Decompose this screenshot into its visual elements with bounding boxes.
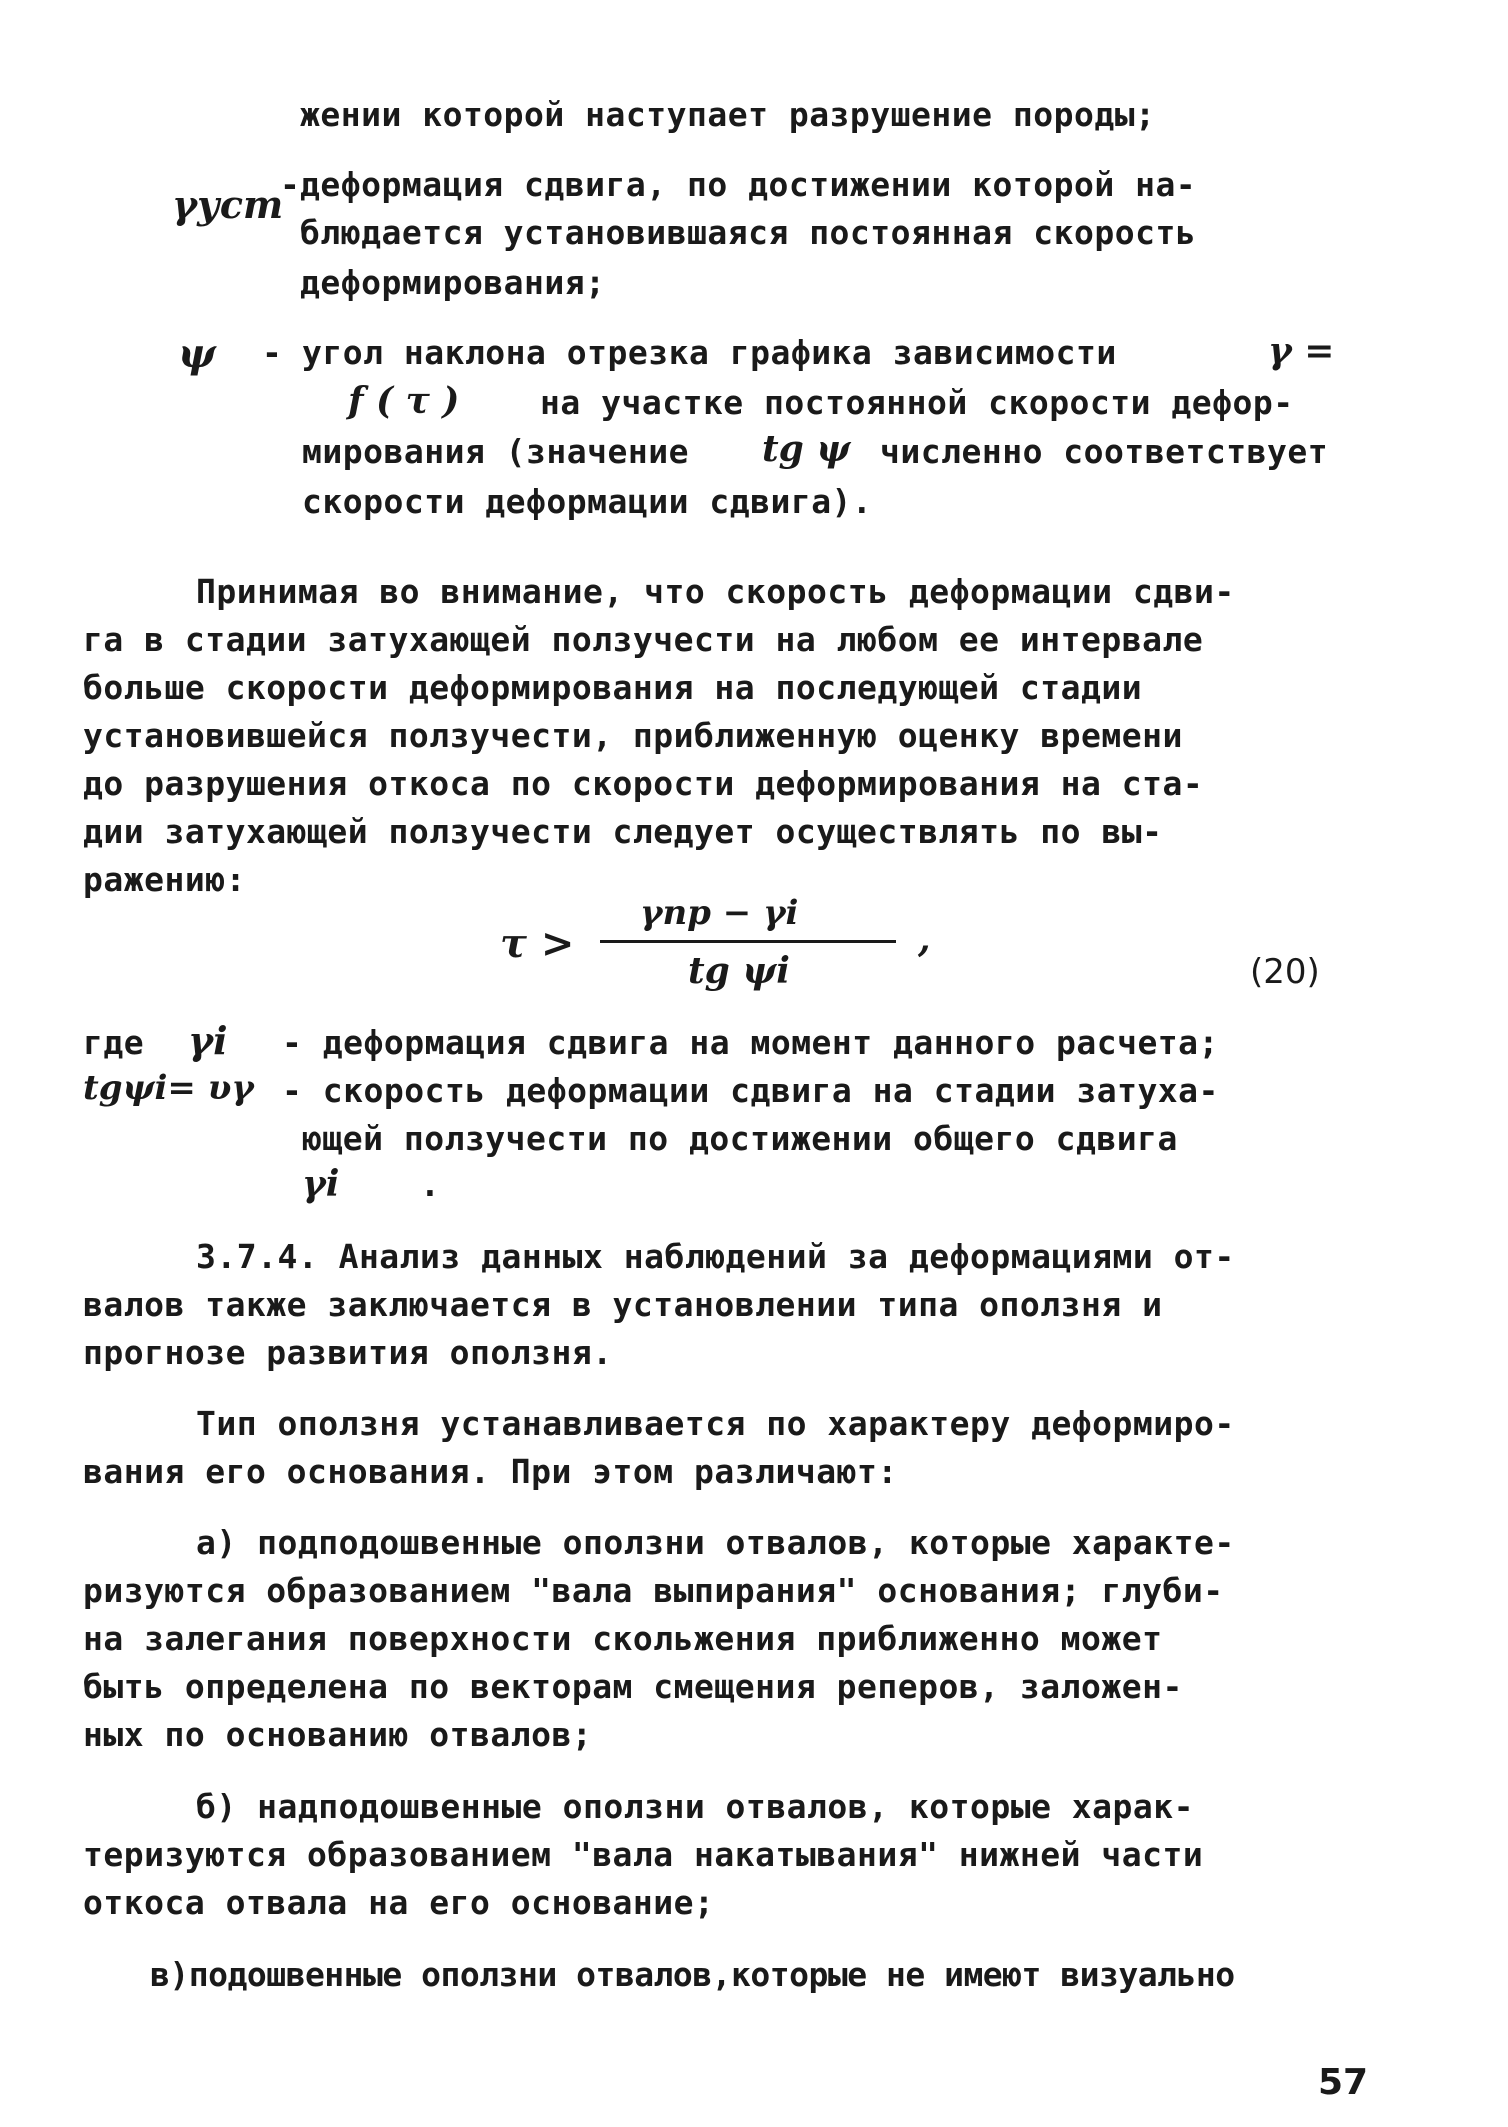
item-a-line-3: на залегания поверхности скольжения приближенно может bbox=[83, 1619, 1163, 1658]
where-gamma-i-text: - деформация сдвига на момент данного расчета; bbox=[282, 1023, 1219, 1062]
where-gamma-i-symbol: γi bbox=[188, 1018, 228, 1063]
where-tg-text-2: ющей ползучести по достижении общего сдвига bbox=[302, 1119, 1178, 1158]
type-paragraph-line-2: вания его основания. При этом различают: bbox=[83, 1452, 898, 1491]
paragraph-1-line-1: Принимая во внимание, что скорость деформации сдви- bbox=[196, 572, 1235, 611]
psi-line-2: на участке постоянной скорости дефор- bbox=[540, 383, 1294, 422]
item-a-line-2: ризуются образованием "вала выпирания" основания; глуби- bbox=[83, 1571, 1224, 1610]
section-374-line-1: 3.7.4. Анализ данных наблюдений за деформациями от- bbox=[196, 1237, 1235, 1276]
item-c-line-1: в)подошвенные оползни отвалов,которые не имеют визуально bbox=[150, 1955, 1235, 1994]
where-tg-text-3-end: . bbox=[420, 1165, 441, 1204]
paragraph-1-line-7: ражению: bbox=[83, 860, 246, 899]
psi-line-4: скорости деформации сдвига). bbox=[302, 482, 873, 521]
formula-trailing-comma: , bbox=[918, 918, 931, 960]
item-a-line-5: ных по основанию отвалов; bbox=[83, 1715, 593, 1754]
item-a-line-4: быть определена по векторам смещения реперов, заложен- bbox=[83, 1667, 1183, 1706]
gamma-ust-line-1: деформация сдвига, по достижении которой на- bbox=[300, 165, 1197, 204]
section-374-line-2: валов также заключается в установлении типа оползня и bbox=[83, 1285, 1163, 1324]
paragraph-1-line-6: дии затухающей ползучести следует осуществлять по вы- bbox=[83, 812, 1163, 851]
psi-line-2-function: f ( τ ) bbox=[348, 380, 460, 422]
psi-symbol: ψ bbox=[178, 330, 216, 377]
formula-lhs: τ > bbox=[500, 920, 575, 967]
continuation-line: жении которой наступает разрушение породы; bbox=[300, 95, 1156, 134]
paragraph-1-line-3: больше скорости деформирования на последующей стадии bbox=[83, 668, 1143, 707]
formula-number: (20) bbox=[1250, 952, 1320, 992]
item-b-line-2: теризуются образованием "вала накатывания" нижней части bbox=[83, 1835, 1204, 1874]
where-tg-text-1: - скорость деформации сдвига на стадии затуха- bbox=[282, 1071, 1219, 1110]
paragraph-1-line-2: га в стадии затухающей ползучести на любом ее интервале bbox=[83, 620, 1204, 659]
psi-line-1: угол наклона отрезка графика зависимости bbox=[302, 333, 1117, 372]
psi-line-3-tg: tg ψ bbox=[762, 428, 851, 470]
formula-fraction-bar bbox=[600, 940, 896, 943]
gamma-ust-line-3: деформирования; bbox=[300, 263, 606, 302]
paragraph-1-line-4: установившейся ползучести, приближенную оценку времени bbox=[83, 716, 1183, 755]
item-a-line-1: а) подподошвенные оползни отвалов, которые характе- bbox=[196, 1523, 1235, 1562]
where-label: где bbox=[83, 1023, 145, 1062]
paragraph-1-line-5: до разрушения откоса по скорости деформирования на ста- bbox=[83, 764, 1204, 803]
where-tg-symbol: tgψi= υγ bbox=[83, 1068, 254, 1108]
gamma-ust-symbol: γуст bbox=[172, 182, 284, 227]
formula-numerator: γпр − γi bbox=[640, 893, 799, 933]
item-b-line-3: откоса отвала на его основание; bbox=[83, 1883, 715, 1922]
psi-line-1-tail: γ = bbox=[1268, 330, 1335, 372]
type-paragraph-line-1: Тип оползня устанавливается по характеру деформиро- bbox=[196, 1404, 1235, 1443]
section-374-line-3: прогнозе развития оползня. bbox=[83, 1333, 613, 1372]
psi-line-3-end: численно соответствует bbox=[880, 432, 1329, 471]
where-tg-text-3-symbol: γi bbox=[302, 1163, 340, 1205]
gamma-ust-dash: - bbox=[280, 165, 301, 204]
psi-dash: - bbox=[262, 333, 283, 372]
gamma-ust-line-2: блюдается установившаяся постоянная скорость bbox=[300, 213, 1197, 252]
psi-line-3-start: мирования (значение bbox=[302, 432, 689, 471]
item-b-line-1: б) надподошвенные оползни отвалов, которые харак- bbox=[196, 1787, 1195, 1826]
formula-denominator: tg ψi bbox=[688, 950, 790, 992]
page-number: 57 bbox=[1318, 2062, 1369, 2103]
